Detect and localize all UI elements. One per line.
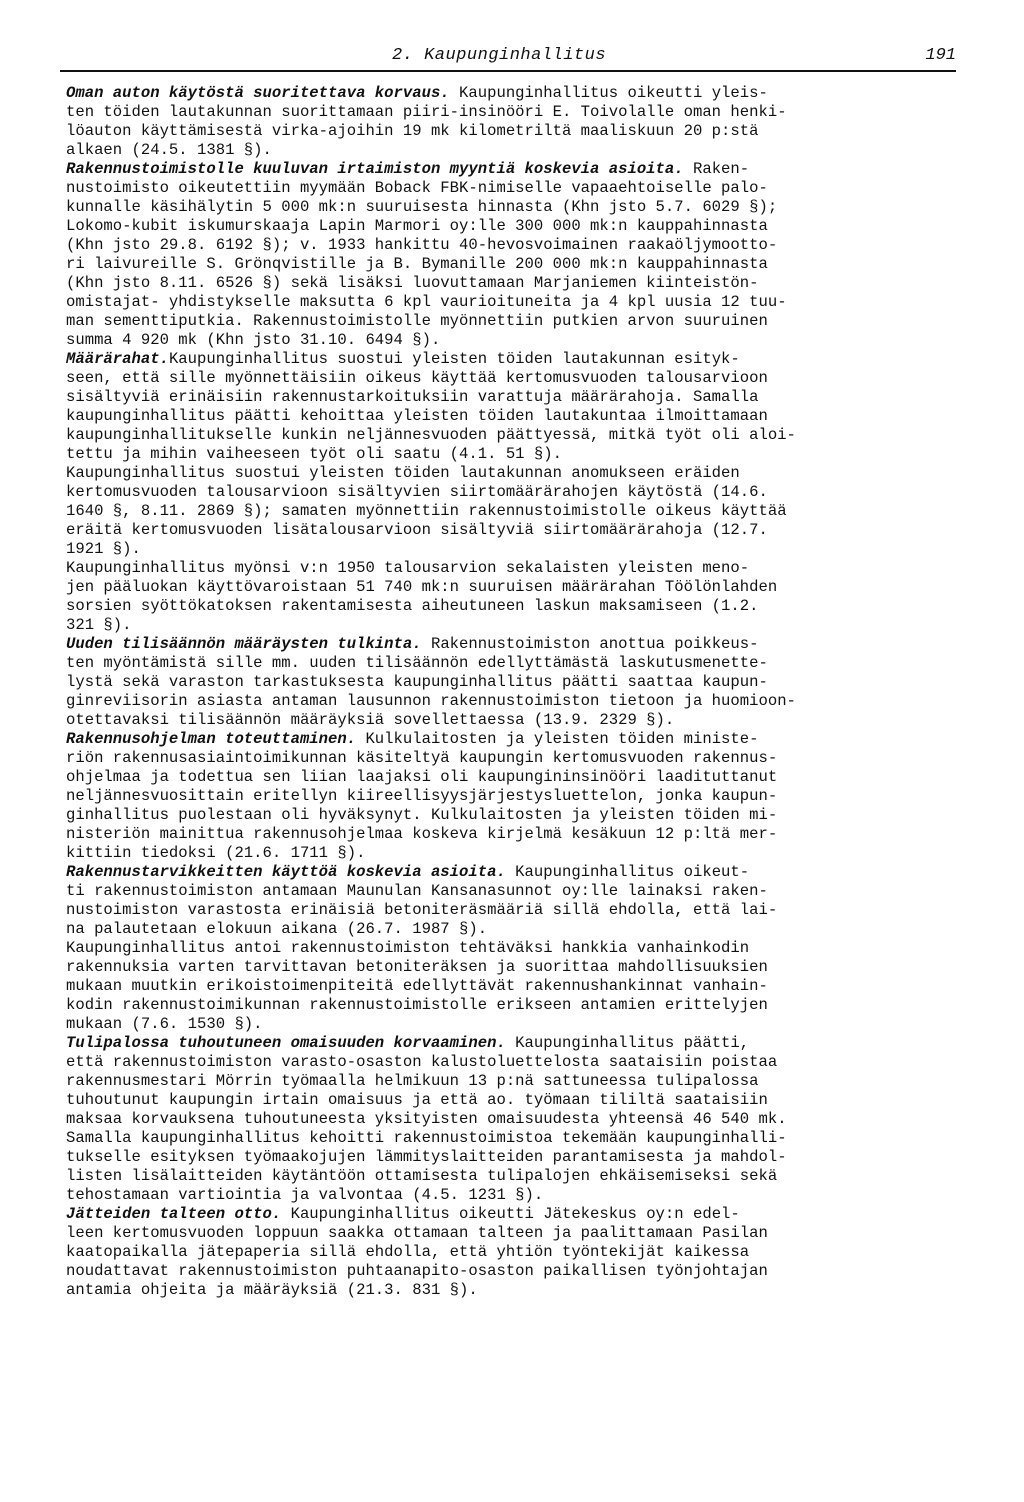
text-line <box>66 1129 956 1148</box>
paragraph-heading: Tulipalossa tuhoutuneen omaisuuden korvaaminen. <box>66 1034 506 1052</box>
text-line <box>66 958 956 977</box>
text-line <box>66 502 956 521</box>
text-line <box>66 407 956 426</box>
text-line <box>66 1186 956 1205</box>
text-line <box>66 1262 956 1281</box>
line-text: löauton käyttämisestä virka-ajoihin 19 mk kilometriltä maaliskuun 20 p:stä <box>66 122 759 140</box>
text-line <box>66 1281 956 1300</box>
line-text: mukaan (7.6. 1530 §). <box>66 1015 263 1033</box>
line-text: ten myöntämistä sille mm. uuden tilisäännön edellyttämästä laskutusmenette- <box>66 654 768 672</box>
line-text: Lokomo-kubit iskumurskaaja Lapin Marmori oy:lle 300 000 mk:n kauppahinnasta <box>66 217 768 235</box>
paragraph-heading: Rakennustoimistolle kuuluvan irtaimiston myyntiä koskevia asioita. <box>66 160 684 178</box>
line-text: maksaa korvauksena tuhoutuneesta yksityisten omaisuudesta yhteensä 46 540 mk. <box>66 1110 787 1128</box>
line-text: Kaupunginhallitus antoi rakennustoimiston tehtäväksi hankkia vanhainkodin <box>66 939 750 957</box>
text-line <box>66 274 956 293</box>
text-line <box>66 122 956 141</box>
line-text: ri laivureille S. Grönqvistille ja B. Bymanille 200 000 mk:n kauppahinnasta <box>66 255 768 273</box>
page-header <box>60 46 956 72</box>
line-text: Kaupunginhallitus myönsi v:n 1950 talousarvion sekalaisten yleisten meno- <box>66 559 750 577</box>
text-line <box>66 84 956 103</box>
line-text: sorsien syöttökatoksen rakentamisesta aiheutuneen laskun maksamiseen (1.2. <box>66 597 759 615</box>
section-title: 2. Kaupunginhallitus <box>392 46 607 65</box>
text-line <box>66 388 956 407</box>
text-line <box>66 160 956 179</box>
paragraph-heading: Rakennusohjelman toteuttaminen. <box>66 730 357 748</box>
line-text: että rakennustoimiston varasto-osaston kalustoluettelosta saataisiin poistaa <box>66 1053 778 1071</box>
line-text: nustoimiston varastosta erinäisiä betoniteräsmääriä sillä ehdolla, että lai- <box>66 901 778 919</box>
line-text: seen, että sille myönnettäisiin oikeus käyttää kertomusvuoden talousarvioon <box>66 369 768 387</box>
text-line <box>66 445 956 464</box>
text-line <box>66 882 956 901</box>
line-text: rakennusmestari Mörrin työmaalla helmikuun 13 p:nä sattuneessa tulipalossa <box>66 1072 759 1090</box>
text-line <box>66 1091 956 1110</box>
line-text: Samalla kaupunginhallitus kehoitti rakennustoimistoa tekemään kaupunginhalli- <box>66 1129 787 1147</box>
text-line <box>66 350 956 369</box>
line-text: tehostamaan vartiointia ja valvontaa (4.5. 1231 §). <box>66 1186 544 1204</box>
line-text: noudattavat rakennustoimiston puhtaanapito-osaston paikallisen työnjohtajan <box>66 1262 768 1280</box>
line-text: kaatopaikalla jätepaperia sillä ehdolla, että yhtiön työntekijät kaikessa <box>66 1243 750 1261</box>
text-line <box>66 806 956 825</box>
text-line <box>66 730 956 749</box>
paragraph-heading: Määrärahat. <box>66 350 169 368</box>
paragraph-heading: Jätteiden talteen otto. <box>66 1205 282 1223</box>
line-text: 1640 §, 8.11. 2869 §); samaten myönnettiin rakennustoimistolle oikeus käyttää <box>66 502 787 520</box>
text-line <box>66 236 956 255</box>
text-line <box>66 1243 956 1262</box>
line-text: na palautetaan elokuun aikana (26.7. 1987 §). <box>66 920 488 938</box>
text-line <box>66 179 956 198</box>
line-text: kertomusvuoden talousarvioon sisältyvien siirtomäärärahojen käytöstä (14.6. <box>66 483 768 501</box>
line-text: leen kertomusvuoden loppuun saakka ottamaan talteen ja paalittamaan Pasilan <box>66 1224 768 1242</box>
line-text: omistajat- yhdistykselle maksutta 6 kpl vaurioituneita ja 4 kpl uusia 12 tuu- <box>66 293 787 311</box>
line-text: jen pääluokan käyttövaroistaan 51 740 mk:n suuruisen määrärahan Töölönlahden <box>66 578 778 596</box>
text-line <box>66 1148 956 1167</box>
line-text: eräitä kertomusvuoden lisätalousarvioon sisältyviä siirtomäärärahoja (12.7. <box>66 521 768 539</box>
text-line <box>66 540 956 559</box>
text-line <box>66 844 956 863</box>
text-line <box>66 996 956 1015</box>
text-line <box>66 654 956 673</box>
text-line <box>66 1167 956 1186</box>
text-line <box>66 787 956 806</box>
line-text: ohjelmaa ja todettua sen liian laajaksi oli kaupungininsinööri laadituttanut <box>66 768 778 786</box>
line-text: listen lisälaitteiden käytäntöön ottamisesta tulipalojen ehkäisemiseksi sekä <box>66 1167 778 1185</box>
text-line <box>66 141 956 160</box>
text-line <box>66 901 956 920</box>
text-line <box>66 1205 956 1224</box>
line-text: tettu ja mihin vaiheeseen työt oli saatu (4.1. 51 §). <box>66 445 562 463</box>
line-text: nustoimisto oikeutettiin myymään Boback FBK-nimiselle vapaaehtoiselle palo- <box>66 179 768 197</box>
text-line <box>66 1034 956 1053</box>
line-text: nisteriön mainittua rakennusohjelmaa koskeva kirjelmä kesäkuun 12 p:ltä mer- <box>66 825 778 843</box>
paragraph-heading: Uuden tilisäännön määräysten tulkinta. <box>66 635 422 653</box>
line-text: 321 §). <box>66 616 132 634</box>
line-text: kittiin tiedoksi (21.6. 1711 §). <box>66 844 366 862</box>
text-line <box>66 616 956 635</box>
line-text: alkaen (24.5. 1381 §). <box>66 141 272 159</box>
text-line <box>66 198 956 217</box>
paragraph-heading: Oman auton käytöstä suoritettava korvaus. <box>66 84 450 102</box>
text-line <box>66 673 956 692</box>
text-line <box>66 464 956 483</box>
line-text: summa 4 920 mk (Khn jsto 31.10. 6494 §). <box>66 331 441 349</box>
line-text: ginreviisorin asiasta antaman lausunnon rakennustoimiston tietoon ja huomioon- <box>66 692 796 710</box>
line-text: neljännesvuosittain eritellyn kiireellisyysjärjestysluettelon, jonka kaupun- <box>66 787 778 805</box>
line-text: Rakennustoimiston anottua poikkeus- <box>421 635 759 653</box>
text-line <box>66 920 956 939</box>
line-text: Raken- <box>683 160 750 178</box>
text-line <box>66 293 956 312</box>
line-text: antamia ohjeita ja määräyksiä (21.3. 831 §). <box>66 1281 478 1299</box>
line-text: ti rakennustoimiston antamaan Maunulan Kansanasunnot oy:lle lainaksi raken- <box>66 882 768 900</box>
text-line <box>66 768 956 787</box>
text-line <box>66 103 956 122</box>
text-line <box>66 863 956 882</box>
text-line <box>66 939 956 958</box>
line-text: kodin rakennustoimikunnan rakennustoimistolle erikseen antamien erittelyjen <box>66 996 768 1014</box>
page-number: 191 <box>925 46 956 65</box>
text-line <box>66 597 956 616</box>
line-text: Kaupunginhallitus suostui yleisten töiden lautakunnan esityk- <box>168 350 740 368</box>
text-line <box>66 255 956 274</box>
line-text: Kaupunginhallitus oikeutti yleis- <box>449 84 768 102</box>
line-text: 1921 §). <box>66 540 141 558</box>
line-text: Kaupunginhallitus suostui yleisten töiden lautakunnan anomukseen eräiden <box>66 464 740 482</box>
line-text: rakennuksia varten tarvittavan betoniteräksen ja suorittaa mahdollisuuksien <box>66 958 768 976</box>
text-line <box>66 1053 956 1072</box>
paragraph-heading: Rakennustarvikkeitten käyttöä koskevia asioita. <box>66 863 506 881</box>
text-line <box>66 331 956 350</box>
line-text: kaupunginhallitukselle kunkin neljännesvuoden päättyessä, mitkä työt oli aloi- <box>66 426 796 444</box>
text-line <box>66 312 956 331</box>
text-line <box>66 635 956 654</box>
text-line <box>66 825 956 844</box>
line-text: (Khn jsto 8.11. 6526 §) sekä lisäksi luovuttamaan Marjaniemen kiinteistön- <box>66 274 759 292</box>
line-text: tukselle esityksen työmaakojujen lämmityslaitteiden parantamisesta ja mahdol- <box>66 1148 787 1166</box>
text-line <box>66 426 956 445</box>
line-text: lystä sekä varaston tarkastuksesta kaupunginhallitus päätti saattaa kaupun- <box>66 673 768 691</box>
line-text: kaupunginhallitus päätti kehoittaa yleisten töiden lautakuntaa ilmoittamaan <box>66 407 768 425</box>
line-text: otettavaksi tilisäännön määräyksiä sovellettaessa (13.9. 2329 §). <box>66 711 675 729</box>
line-text: sisältyviä erinäisiin rakennustarkoituksiin varattuja määrärahoja. Samalla <box>66 388 759 406</box>
line-text: Kaupunginhallitus päätti, <box>505 1034 750 1052</box>
text-line <box>66 1224 956 1243</box>
line-text: (Khn jsto 29.8. 6192 §); v. 1933 hankittu 40-hevosvoimainen raakaöljymootto- <box>66 236 778 254</box>
text-line <box>66 749 956 768</box>
text-line <box>66 1110 956 1129</box>
text-line <box>66 1015 956 1034</box>
line-text: Kaupunginhallitus oikeut- <box>505 863 750 881</box>
text-line <box>66 521 956 540</box>
line-text: kunnalle käsihälytin 5 000 mk:n suuruisesta hinnasta (Khn jsto 5.7. 6029 §); <box>66 198 778 216</box>
line-text: ginhallitus puolestaan oli hyväksynyt. Kulkulaitosten ja yleisten töiden mi- <box>66 806 778 824</box>
text-line <box>66 483 956 502</box>
line-text: riön rakennusasiaintoimikunnan käsiteltyä kaupungin kertomusvuoden rakennus- <box>66 749 778 767</box>
text-line <box>66 711 956 730</box>
text-line <box>66 217 956 236</box>
line-text: mukaan muutkin erikoistoimenpiteitä edellyttävät rakennushankinnat vanhain- <box>66 977 768 995</box>
line-text: Kaupunginhallitus oikeutti Jätekeskus oy:n edel- <box>281 1205 740 1223</box>
text-line <box>66 578 956 597</box>
text-line <box>66 1072 956 1091</box>
line-text: tuhoutunut kaupungin irtain omaisuus ja että ao. työmaan tililtä saataisiin <box>66 1091 768 1109</box>
text-line <box>66 369 956 388</box>
line-text: ten töiden lautakunnan suorittamaan piiri-insinööri E. Toivolalle oman henki- <box>66 103 787 121</box>
text-line <box>66 977 956 996</box>
text-line <box>66 692 956 711</box>
line-text: man sementtiputkia. Rakennustoimistolle myönnettiin putkien arvon suuruinen <box>66 312 768 330</box>
line-text: Kulkulaitosten ja yleisten töiden ministe- <box>356 730 759 748</box>
text-line <box>66 559 956 578</box>
document-body <box>66 84 956 1300</box>
